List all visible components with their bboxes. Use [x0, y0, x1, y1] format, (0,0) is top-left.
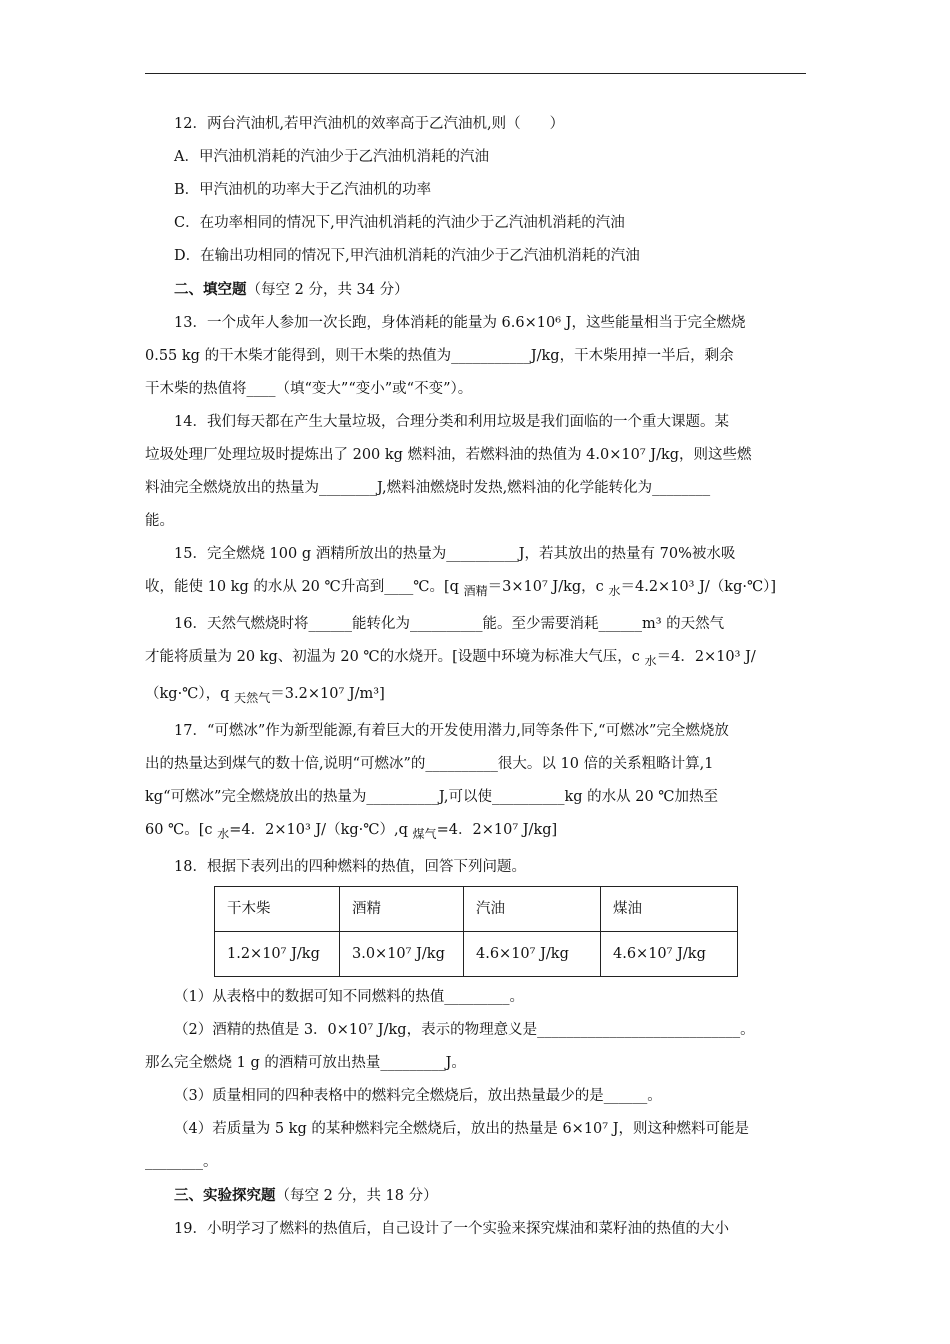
q17-line-1: 17．“可燃冰”作为新型能源,有着巨大的开发使用潜力,同等条件下,“可燃冰”完全燃烧放: [174, 722, 729, 739]
section-2-heading: [145, 273, 806, 307]
q18-sub-1: （1）从表格中的数据可知不同燃料的热值_________。: [174, 988, 524, 1005]
q12-option-b: B．甲汽油机的功率大于乙汽油机的功率: [174, 182, 432, 198]
q15-line-2: [145, 571, 806, 608]
q16-subscript-gas: 天然气: [234, 690, 271, 705]
q17-subscript-coal-gas: 煤气: [412, 826, 437, 841]
q16-line-1: 16．天然气燃烧时将______能转化为__________能。至少需要消耗______m³ 的天然气: [174, 615, 725, 632]
q18-sub-4b: ________。: [145, 1153, 218, 1170]
question-19: [145, 1213, 806, 1246]
q18-sub-3: （3）质量相同的四种表格中的燃料完全燃烧后，放出热量最少的是______。: [174, 1087, 662, 1104]
table-cell: 3.0×10⁷ J/kg: [340, 931, 464, 976]
fuel-heat-value-table: [214, 886, 738, 977]
q15-subscript-water: 水: [608, 583, 621, 598]
q17-text: =4．2×10⁷ J/kg]: [436, 821, 558, 838]
table-header-cell: 煤油: [601, 886, 738, 931]
q15-text: 收，能使 10 kg 的水从 20 ℃升高到____℃。[q: [145, 579, 464, 595]
q12-option-a: A．甲汽油机消耗的汽油少于乙汽油机消耗的汽油: [174, 149, 489, 165]
section-2-note: （每空 2 分，共 34 分）: [246, 282, 409, 298]
q12-stem: 12．两台汽油机,若甲汽油机的效率高于乙汽油机,则（ ）: [174, 116, 565, 132]
q17-line-3: kg“可燃冰”完全燃烧放出的热量为__________J,可以使__________kg 的水从 20 ℃加热至: [145, 788, 719, 805]
q19-line-1: 19．小明学习了燃料的热值后，自己设计了一个实验来探究煤油和菜籽油的热值的大小: [174, 1220, 729, 1237]
q16-text: ＝4．2×10³ J/: [656, 648, 756, 665]
q13-line-3: 干木柴的热值将____（填“变大”“变小”或“不变”）。: [145, 381, 473, 397]
question-14: [145, 406, 806, 538]
table-row: [215, 931, 738, 976]
q12-option-c: C．在功率相同的情况下,甲汽油机消耗的汽油少于乙汽油机消耗的汽油: [174, 215, 625, 231]
q13-line-2: 0.55 kg 的干木柴才能得到，则干木柴的热值为___________J/kg，干木柴用掉一半后，剩余: [145, 348, 734, 364]
q18-sub-2b: 那么完全燃烧 1 g 的酒精可放出热量_________J。: [145, 1054, 466, 1071]
q16-text: （kg·℃），q: [145, 685, 235, 702]
section-3-note: （每空 2 分，共 18 分）: [275, 1187, 438, 1204]
section-3-title: 三、实验探究题: [174, 1186, 276, 1204]
q16-line-2: [145, 641, 806, 678]
q15-subscript-alcohol: 酒精: [463, 583, 488, 598]
table-header-cell: 酒精: [340, 886, 464, 931]
q14-line-2: 垃圾处理厂处理垃圾时提炼出了 200 kg 燃料油，若燃料油的热值为 4.0×10⁷ J/kg，则这些燃: [145, 447, 752, 463]
q17-line-2: 出的热量达到煤气的数十倍,说明“可燃冰”的__________很大。以 10 倍的关系粗略计算,1: [145, 755, 714, 772]
question-17: [145, 715, 806, 851]
question-15: [145, 538, 806, 608]
q14-line-3: 料油完全燃烧放出的热量为________J,燃料油燃烧时发热,燃料油的化学能转化为________: [145, 480, 711, 496]
table-header-cell: 汽油: [464, 886, 601, 931]
q14-line-1: 14．我们每天都在产生大量垃圾，合理分类和利用垃圾是我们面临的一个重大课题。某: [174, 414, 729, 430]
table-cell: 4.6×10⁷ J/kg: [601, 931, 738, 976]
exam-page: [145, 108, 806, 1246]
q15-text: ＝3×10⁷ J/kg，c: [487, 579, 609, 595]
table-cell: 1.2×10⁷ J/kg: [215, 931, 340, 976]
q16-text: ＝3.2×10⁷ J/m³]: [270, 685, 385, 702]
question-18: [145, 851, 806, 1179]
question-16: [145, 608, 806, 715]
q18-sub-4a: （4）若质量为 5 kg 的某种燃料完全燃烧后，放出的热量是 6×10⁷ J，则这种燃料可能是: [174, 1120, 750, 1137]
header-rule: [145, 73, 806, 74]
question-12: [145, 108, 806, 273]
q16-text: 才能将质量为 20 kg、初温为 20 ℃的水烧开。[设题中环境为标准大气压，c: [145, 648, 645, 665]
table-cell: 4.6×10⁷ J/kg: [464, 931, 601, 976]
q15-text: ＝4.2×10³ J/（kg·℃）]: [620, 579, 777, 595]
q18-stem: 18．根据下表列出的四种燃料的热值，回答下列问题。: [174, 858, 526, 875]
q14-line-4: 能。: [145, 513, 174, 529]
q13-line-1: 13．一个成年人参加一次长跑，身体消耗的能量为 6.6×10⁶ J，这些能量相当于完全燃烧: [174, 315, 746, 331]
question-13: [145, 307, 806, 406]
q17-subscript-water: 水: [217, 826, 230, 841]
q18-sub-2a: （2）酒精的热值是 3．0×10⁷ J/kg，表示的物理意义是____________________________。: [174, 1021, 755, 1038]
table-header-cell: 干木柴: [215, 886, 340, 931]
q15-line-1: 15．完全燃烧 100 g 酒精所放出的热量为__________J，若其放出的热量有 70%被水吸: [174, 546, 736, 562]
section-2-title: 二、填空题: [174, 281, 247, 298]
section-3-heading: [145, 1179, 806, 1213]
q17-text: 60 ℃。[c: [145, 821, 218, 838]
q12-option-d: D．在输出功相同的情况下,甲汽油机消耗的汽油少于乙汽油机消耗的汽油: [174, 248, 640, 264]
q17-text: =4．2×10³ J/（kg·℃）,q: [229, 821, 413, 838]
q16-subscript-water: 水: [644, 653, 657, 668]
q17-line-4: [145, 814, 806, 851]
table-header-row: [215, 886, 738, 931]
q16-line-3: [145, 678, 806, 715]
